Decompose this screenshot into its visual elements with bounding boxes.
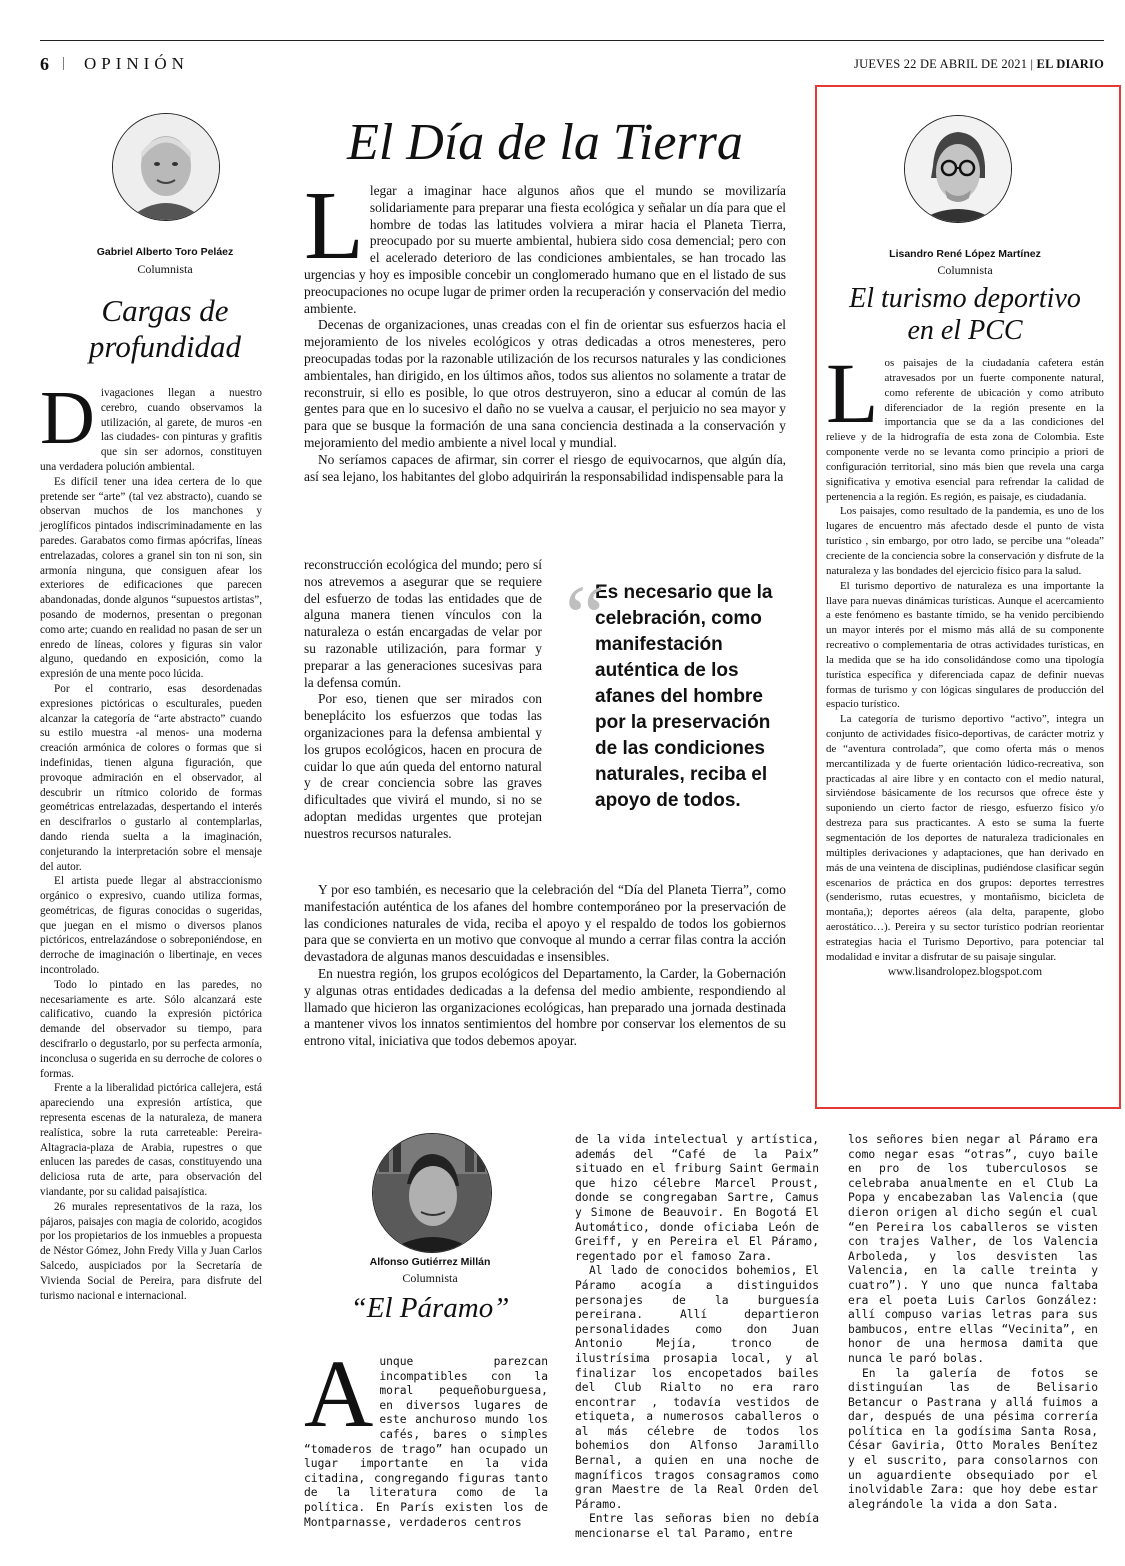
paragraph: legar a imaginar hace algunos años que el mundo se movilizaría solidariamente para preparar una fiesta ecológica y señalar un día para que el hombre de todas las latitudes volviera a mirar hacia el Planeta Tierra, preocupado por su muerte ambiental, hubiera sido cosa demencial; pero con el acelerado deterioro de las condiciones ambientales, se han trocado las urgencias y hoy es imposible concebir un conglomerado humano que en el listado de sus preocupaciones no ocupe lugar de primer orden la recuperación y conservación del medio ambiente. (304, 183, 786, 316)
column-title-paramo: “El Páramo” (350, 1292, 510, 1324)
paragraph: Es difícil tener una idea certera de lo que pretende ser “arte” (tal vez abstracto), cuando se observan muchos de los manchones y jeroglíficos pintados indiscriminadamente en las paredes. Garabatos como firmas apócrifas, líneas entrelazadas, colores a granel sin ton ni son, sin armonía ninguna, que consiguen afear los exteriores de edificaciones que parecen abandonadas, donde algunos “supuestos artistas”, posando de modernos, presentan o pregonan como arte; cuando en realidad no pasan de ser un enredo de líneas, colores y figuras sin valor alguno, quedando en exposición, como la expresión de una mente poco lúcida. (40, 475, 262, 681)
editorial-title: El Día de la Tierra (347, 114, 743, 171)
column-title-turismo: El turismo deportivo en el PCC (849, 283, 1081, 347)
author-role-lopez: Columnista (937, 263, 993, 277)
paragraph: Frente a la liberalidad pictórica callejera, está apareciendo una expresión artística, que representa escenas de la naturaleza, de manera realística, sobre la ruta carreteable: Pereira-Altagracia-plaza de Arabia, rupestres o que enlucen las paredes de casas, constituyendo una deliciosa ruta de arte, para observación del viandante, por su calidad paisajística. (40, 1082, 262, 1199)
author-photo-gutierrez (372, 1133, 492, 1253)
paragraph: El turismo deportivo de naturaleza es una importante la llave para nuevas dinámicas turísticas. Aunque el acercamiento a este fenómeno es bastante tímido, se ha venido percibiendo un mayor interés por el mismo más allá de su componente recreativo o complementaria de otras actividades turísticas, en la medida que se ha ido consolidándose como una tipología turística específica y diferenciada capaz de definir nuevas formas de turismo y con lógicas singulares de producción del espacio turístico. (826, 579, 1104, 711)
paragraph: Los paisajes, como resultado de la pandemia, es uno de los lugares de encuentro más afectado desde el punto de vista turístico , sin embargo, por otro lado, se percibe una “oleada” creciente de la conciencia sobre la conservación y disfrute de la naturaleza y las bondades del ejercicio físico para la salud. (826, 505, 1104, 577)
author-name-lopez: Lisandro René López Martínez (889, 248, 1041, 260)
paragraph: Todo lo pintado en las paredes, no necesariamente es arte. Sólo alcanzará este calificativo, cuando la expresión pictórica demande del observador su tiempo, para descifrarlo o degustarlo, por su perfecta armonía, inconclusa o sugerida en su derroche de colores o formas. (40, 978, 262, 1080)
editorial-body-bottom (304, 882, 786, 1050)
paragraph: En la galería de fotos se distinguían las de Belisario Betancur o Pastrana y allá fuimos a dar, después de una pésima correría política en la godísima Santa Rosa, César Gaviria, Otto Morales Benítez y el suscrito, para consolarnos con un aguardiente obsequiado por el inolvidable Zara: que hoy debe estar alegrándole la vida a don Sata. (848, 1366, 1098, 1511)
paragraph: de la vida intelectual y artística, además del “Café de la Paix” situado en el friburg Saint Germain que hizo célebre Marcel Proust, donde se congregaban Sartre, Camus y Simone de Beauvoir. En Bogotá El Automático, donde oficiaba León de Greiff, y en Pereira el El Páramo, regentado por el famoso Zara. (575, 1133, 819, 1263)
section-name: OPINIÓN (84, 54, 189, 73)
paragraph: unque parezcan incompatibles con la moral pequeñoburguesa, en diversos lugares de este anchuroso mundo los cafés, bares o simples “tomaderos de trago” han ocupado un lugar importante en la vida citadina, congregando figuras tanto de la literatura como de la política. En París existen los de Montparnasse, verdaderos centros (304, 1355, 548, 1529)
header-separator: | (62, 55, 66, 71)
paramo-col-2 (575, 1133, 819, 1542)
drop-cap-a: A (304, 1340, 374, 1447)
author-name-gutierrez: Alfonso Gutiérrez Millán (369, 1256, 491, 1268)
pull-quote (565, 568, 791, 814)
column-body-cargas (40, 376, 262, 1303)
author-name-toro: Gabriel Alberto Toro Peláez (96, 246, 234, 258)
column-title-cargas: Cargas de profundidad (88, 293, 242, 364)
paragraph: Entre las señoras bien no debía mencionarse el tal Paramo, entre (575, 1512, 819, 1541)
editorial-body-mid (304, 557, 542, 843)
quote-mark-icon: “ (565, 568, 605, 667)
author-photo-toro (112, 113, 220, 221)
paragraph: Por el contrario, esas desordenadas expresiones pictóricas o esculturales, pueden alcanzar la categoría de “arte abstracto” cuando su estilo muestra -al menos- una moderna creación armónica de colores o formas que si indefinidas, tienen alguna figuración, que provoque admiración en el observador, al descubrir un rítmico colorido de formas geométricas entrelazadas, despertando el interés en descifrarlos o gustarlo al contemplarlas, dando rienda suelta a la imaginación, conjeturando la interpretación sobre el mensaje del autor. (40, 682, 262, 873)
paragraph: No seríamos capaces de afirmar, sin correr el riesgo de equivocarnos, que algún día, así sea lejano, los habitantes del globo adquirirán la responsabilidad indispensable para la (304, 451, 786, 484)
paragraph: reconstrucción ecológica del mundo; pero sí nos atrevemos a asegurar que se requiere del esfuerzo de todas las entidades que de alguna manera tienen vínculos con la naturaleza o están encargadas de velar por su razonable utilización, para formar y preparar a las generaciones sucesivas para la defensa común. (304, 557, 542, 690)
column-body-turismo (826, 345, 1104, 979)
issue-date: JUEVES 22 DE ABRIL DE 2021 (854, 57, 1028, 71)
paragraph: El artista puede llegar al abstraccionismo orgánico o expresivo, cuando utiliza formas, geométricas, de figuras conocidas o sugeridas, que juegan en el mismo o diversos planos pictóricos, entrelazándose o sobreponiéndose, en derroche de imaginación o libertinaje, en veces incontrolado. (40, 875, 262, 977)
paramo-col-1 (304, 1340, 548, 1530)
page-number: 6 (40, 54, 51, 74)
author-website: www.lisandrolopez.blogspot.com (887, 965, 1043, 978)
paragraph: os paisajes de la ciudadanía cafetera están atravesados por un fuerte componente natural, como referente de ubicación y como atributo diferenciador de la región presente en la importancia que se da a las condiciones del relieve y de la hidrografía de esta zona de Colombia. Este componente verde no se levanta como principio a priori de configuración territorial, sino más bien que revela una carga significativa y emotiva esencial para refrendar la calidad de pertenencia a la región. Es región, es paisaje, es ciudadanía. (826, 357, 1104, 503)
editorial-body-top (304, 172, 786, 485)
paragraph: Por eso, tienen que ser mirados con beneplácito los esfuerzos que todas las organizaciones para la defensa ambiental y los grupos ecológicos, hacen en procura de cuidar lo que aún queda del entorno natural y de crear conciencia sobre las graves dificultades que vivirá el mundo, si no se adoptan medidas urgentes que protejan nuestros recursos naturales. (304, 691, 542, 841)
header-date-line: JUEVES 22 DE ABRIL DE 2021 | EL DIARIO (854, 57, 1104, 71)
paragraph: La categoría de turismo deportivo “activo”, integra un conjunto de actividades físico-deportivas, de carácter motriz y de “aventura controlada”, que como oferta más o menos mercantilizada y de fuerte orientación lúdico-recreativa, son practicadas al aire libre y en contacto con el medio natural, sirviéndose básicamente de los recursos que ofrece éste y suponiendo un cierto factor de riesgo, esfuerzo físico y/o destreza para sus practicantes. A esto se suma la fuerte segmentación de los deportes de naturaleza tradicionales en múltiples derivaciones y adaptaciones, que han derivado en más de una veintena de disciplinas, pudiéndose clasificar según escenarios de práctica en dos grupos: deportes terrestres (senderismo, rutas ecuestres, y montañismo, bicicleta de montaña,); deportes aéreos (ala delta, parapente, globo aerostático…). Pereira y su sector turístico podrían reorientar estrategias hacia el Turismo Deportivo, para potenciar tal modalidad e invitar a disfrutar de su paisaje singular. (826, 713, 1104, 963)
publication-name: EL DIARIO (1036, 57, 1104, 71)
paragraph: ivagaciones llegan a nuestro cerebro, cuando observamos la utilización, al garete, de muros -en las ciudades- con pinturas y grafitis que sin ser adornos, constituyen una verdadera polución ambiental. (40, 387, 262, 473)
paragraph: En nuestra región, los grupos ecológicos del Departamento, la Carder, la Gobernación y algunas otras entidades dedicadas a la defensa del medio ambiente, respondiendo al llamado que hicieron las organizaciones ecológicas, han preparado una jornada destinada a mantener vivos los innatos sentimientos del hombre por conservar los elementos de su entrono vital, iniciativa que todos debemos apoyar. (304, 965, 786, 1049)
author-role-gutierrez: Columnista (402, 1271, 458, 1285)
pull-quote-text: Es necesario que la celebración, como manifestación auténtica de los afanes del hombre por la preservación de las condiciones naturales, reciba el apoyo de todos. (595, 582, 773, 811)
drop-cap-l: L (304, 172, 364, 280)
drop-cap-l: L (826, 345, 879, 441)
paragraph: Al lado de conocidos bohemios, El Páramo acogía a distinguidos personajes de la burguesía pereirana. Allí departieron personalidades como don Juan Antonio Mejía, tronco de ilustrísima prosapia local, y al finalizar los encopetados bailes del Club Rialto no era raro encontrar , todavía vestidos de etiqueta, a numerosos caballeros o al más célebre de todos los bohemios don Alfonso Jaramillo Bernal, a quien en una noche de magníficos tragos consagramos como gran Maestre de la Real Orden del Páramo. (575, 1264, 819, 1511)
paramo-col-3 (848, 1133, 1098, 1512)
header-rule (40, 40, 1104, 41)
author-role-toro: Columnista (137, 262, 193, 276)
paragraph: los señores bien negar al Páramo era como negar esas “otras”, cuyo baile en pro de los tuberculosos se celebraba anualmente en el Club La Popa y encabezaban las Valencia (que dieron origen al dicho según el cual “en Pereira los caballeros se visten con trajes Valher, de los Valencia Arboleda, y los desvisten las Valencia, en la calle treinta y cuatro”). Y uno que nunca faltaba era el poeta Luis Carlos González: allí compuso varias letras para sus bambucos, entre ellas “Vecinita”, en honor de una hermosa damita que nunca le paró bolas. (848, 1133, 1098, 1365)
paragraph: 26 murales representativos de la raza, los pájaros, paisajes con magia de colorido, acogidos por los propietarios de los inmuebles a propuesta de Néstor Gómez, John Fredy Villa y Juan Carlos Salcedo, auspiciados por la Secretaría de Vivienda Social de Pereira, para disfrute del turismo nacional e internacional. (40, 1200, 262, 1302)
author-photo-lopez (904, 115, 1012, 223)
drop-cap-d: D (40, 376, 95, 460)
paragraph: Decenas de organizaciones, unas creadas con el fin de orientar sus esfuerzos hacia el mejoramiento de los niveles ecológicos y otras dedicadas a otros menesteres, pero preocupadas todas por la razonable utilización de los recursos naturales y las condiciones ambientales, han dirigido, en los últimos años, todos sus alientos no solamente a tratar de reconstruir, si ello es posible, lo que otros destruyeron, sino a educar al común de las gentes para que en lo sucesivo el daño no se vuelva a causar, el perjuicio no sea mayor y para que se busque la formación de una sana conciencia destinada a la conservación y mejoramiento del medio ambiente a nivel local y mundial. (304, 317, 786, 450)
paragraph: Y por eso también, es necesario que la celebración del “Día del Planeta Tierra”, como manifestación auténtica de los afanes del hombre contemporáneo por la preservación de las condiciones naturales de vida, reciba el apoyo y el respaldo de todos los gobiernos para que se convierta en un motivo que convoque al mundo a cerrar filas contra la acción devastadora de algunas manos descuidadas e insensibles. (304, 882, 786, 965)
page-header (40, 52, 1104, 82)
